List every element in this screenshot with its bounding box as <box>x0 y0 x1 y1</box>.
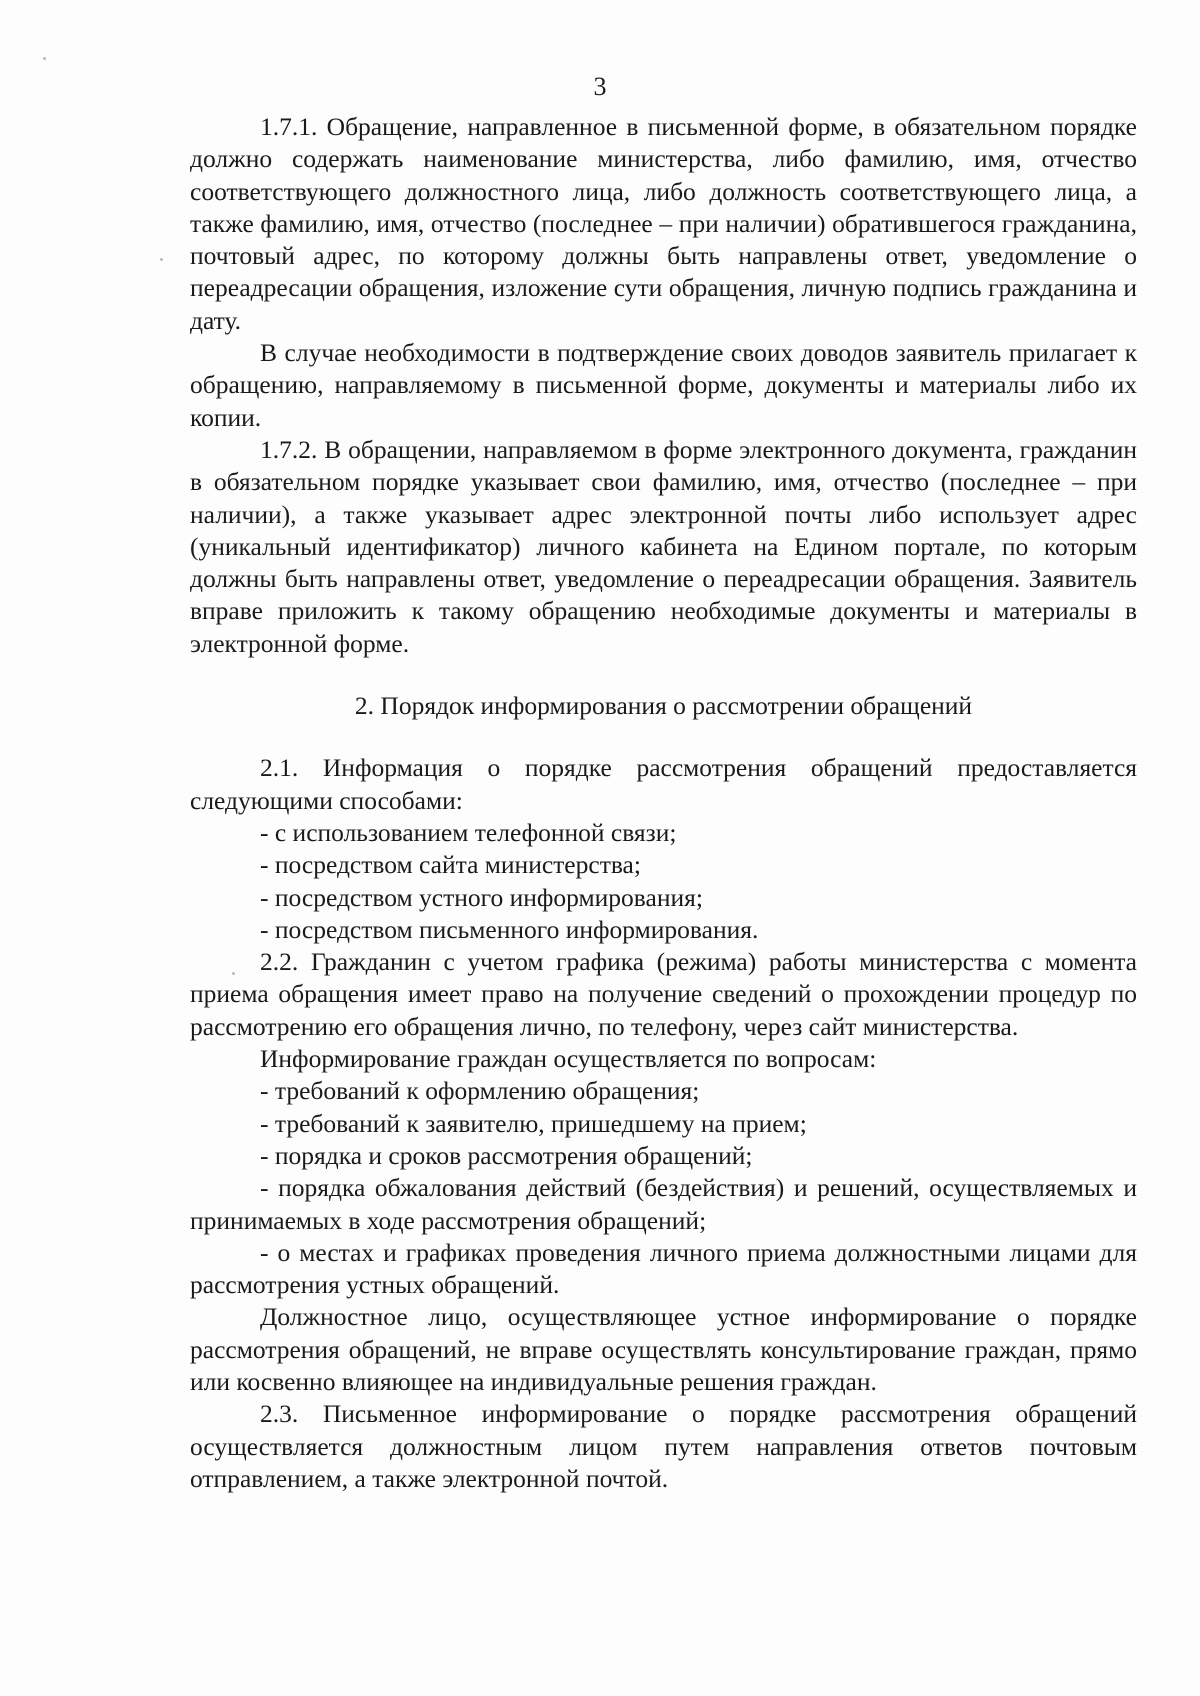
scan-speck <box>43 57 46 60</box>
list-item-topic: - о местах и графиках проведения личного приема должностными лицами для рассмотрения устных обращений. <box>190 1237 1137 1300</box>
paragraph-1-7-2: 1.7.2. В обращении, направляемом в форме электронного документа, гражданин в обязательном порядке указывает свои фамилию, имя, отчество (последнее – при наличии), а также указывает адрес электронной почты либо использует адрес (уникальный идентификатор) личного кабинета на Едином портале, по которым должны быть направлены ответ, уведомление о переадресации обращения. Заявитель вправе приложить к такому обращению необходимые документы и материалы в электронной форме. <box>190 434 1137 658</box>
list-item-method: - посредством сайта министерства; <box>260 850 641 880</box>
list-item-topic: - порядка обжалования действий (бездействия) и решений, осуществляемых и принимаемых в ходе рассмотрения обращений; <box>190 1173 1137 1235</box>
list-item-topic: - требований к заявителю, пришедшему на прием; <box>260 1108 807 1138</box>
list-item-topic: - порядка и сроков рассмотрения обращений; <box>260 1140 753 1170</box>
list-item-topic: - требований к оформлению обращения; <box>260 1076 700 1106</box>
scan-speck <box>232 972 235 975</box>
list-item-method: - с использованием телефонной связи; <box>260 817 677 847</box>
paragraph-1-7-1: 1.7.1. Обращение, направленное в письменной форме, в обязательном порядке должно содержать наименование министерства, либо фамилию, имя, отчество соответствующего должностного лица, либо должность соответствующего лица, а также фамилию, имя, отчество (последнее – при наличии) обратившегося гражданина, почтовый адрес, по которому должны быть направлены ответ, уведомление о переадресации обращения, изложение сути обращения, личную подпись гражданина и дату. <box>190 112 1137 335</box>
document-body <box>190 111 1137 1495</box>
list-item-method: - посредством письменного информирования. <box>260 914 759 944</box>
paragraph-2-1: 2.1. Информация о порядке рассмотрения обращений предоставляется следующими способами: <box>190 753 1137 815</box>
paragraph-supporting-documents: В случае необходимости в подтверждение своих доводов заявитель прилагает к обращению, направляемому в письменной форме, документы и материалы либо их копии. <box>190 338 1137 432</box>
section-2-heading: 2. Порядок информирования о рассмотрении обращений <box>354 691 973 721</box>
paragraph-official-restriction: Должностное лицо, осуществляющее устное информирование о порядке рассмотрения обращений, не вправе осуществлять консультирование граждан, прямо или косвенно влияющее на индивидуальные решения граждан. <box>190 1302 1137 1396</box>
paragraph-2-3: 2.3. Письменное информирование о порядке рассмотрения обращений осуществляется должностным лицом путем направления ответов почтовым отправлением, а также электронной почтой. <box>190 1399 1137 1493</box>
paragraph-2-2: 2.2. Гражданин с учетом графика (режима) работы министерства с момента приема обращения имеет право на получение сведений о прохождении процедур по рассмотрению его обращения лично, по телефону, через сайт министерства. <box>190 947 1137 1041</box>
paragraph-inform-topics: Информирование граждан осуществляется по вопросам: <box>260 1044 877 1074</box>
scan-speck <box>160 258 163 261</box>
list-item-method: - посредством устного информирования; <box>260 882 703 912</box>
page-number: 3 <box>593 72 607 101</box>
